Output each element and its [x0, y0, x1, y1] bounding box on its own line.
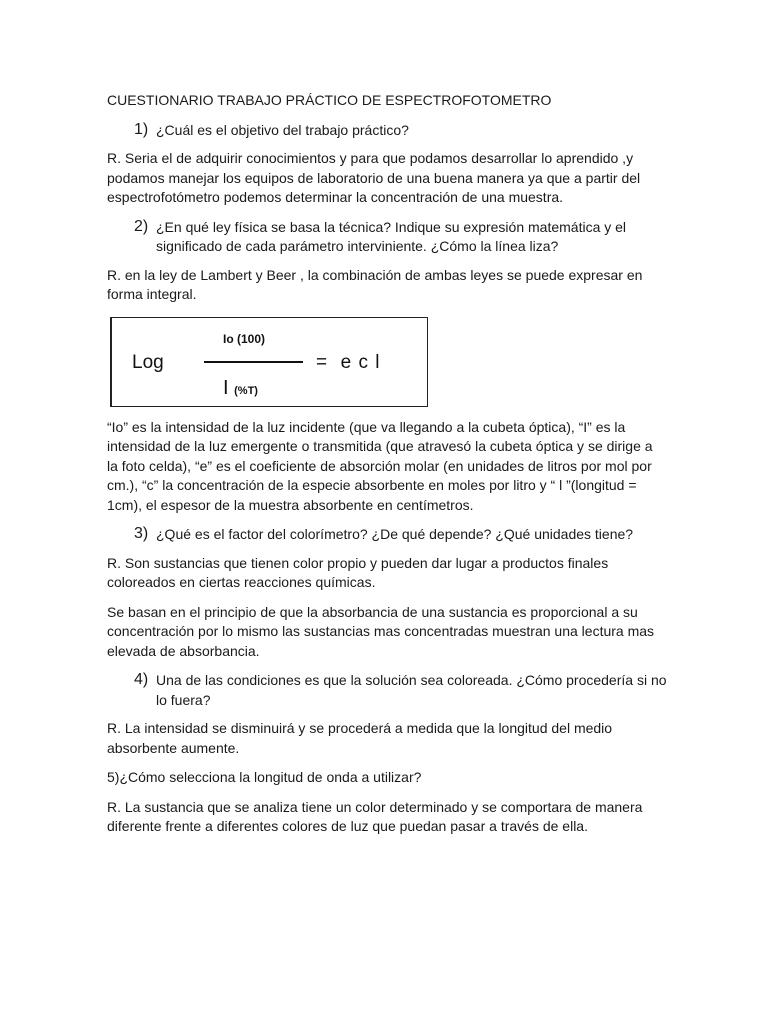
formula-denominator-main: I	[223, 376, 229, 399]
answer-5: R. La sustancia que se analiza tiene un color determinado y se comportara de manera diferente frente a diferentes colores de luz que puedan pasar a través de ella.	[107, 798, 643, 834]
question-number: 1)	[134, 120, 149, 138]
formula-denominator-sub: (%T)	[234, 384, 258, 397]
answer-4: R. La intensidad se disminuirá y se procederá a medida que la longitud del medio absorbente aumente.	[107, 720, 613, 756]
document-body	[107, 91, 667, 847]
question-3	[134, 525, 667, 545]
question-number: 4)	[134, 671, 149, 688]
question-number: 2)	[134, 217, 149, 235]
answer-1: R. Seria el de adquirir conocimientos y para que podamos desarrollar lo aprendido ,y podamos manejar los equipos de laboratorio de una buena manera ya que a partir del espectrofotómetro podemos determinar la concentración de una muestra.	[107, 150, 641, 205]
question-text: Una de las condiciones es que la solución sea coloreada. ¿Cómo procedería si no lo fuera?	[156, 672, 667, 708]
formula-denominator	[223, 377, 258, 400]
answer-2-detail: “Io” es la intensidad de la luz incidente (que va llegando a la cubeta óptica), “I” es la intensidad de la luz emergente o transmitida (que atravesó la cubeta óptica y se dirige a la foto celda), “e” es el coeficiente de absorción molar (en unidades de litros por mol por cm.), “c” la concentración de la especie absorbente en moles por litro y “ l ”(longitud = 1cm), el espesor de la muestra absorbente en centímetros.	[107, 418, 653, 513]
formula-box	[110, 317, 428, 407]
question-number: 3)	[134, 525, 149, 542]
formula-rhs: = e c l	[316, 351, 381, 373]
question-text: ¿Qué es el factor del colorímetro? ¿De qué depende? ¿Qué unidades tiene?	[156, 526, 634, 542]
question-5: 5)¿Cómo selecciona la longitud de onda a utilizar?	[107, 769, 422, 785]
answer-3-extra: Se basan en el principio de que la absorbancia de una sustancia es proporcional a su concentración por lo mismo las sustancias mas concentradas muestran una lectura mas elevada de absorbancia.	[107, 603, 655, 659]
document-title: CUESTIONARIO TRABAJO PRÁCTICO DE ESPECTROFOTOMETRO	[107, 92, 552, 108]
fraction-line	[204, 361, 303, 363]
question-text: ¿Cuál es el objetivo del trabajo práctico?	[156, 121, 409, 138]
question-text: ¿En qué ley física se basa la técnica? Indique su expresión matemática y el significado de cada parámetro interviniente. ¿Cómo la línea liza?	[156, 218, 627, 254]
formula-log: Log	[132, 351, 164, 373]
formula-numerator: Io (100)	[223, 331, 266, 346]
question-1	[134, 121, 667, 141]
question-4	[134, 671, 667, 710]
answer-3: R. Son sustancias que tienen color propio y pueden dar lugar a productos finales coloreados en ciertas reacciones químicas.	[107, 554, 609, 590]
answer-2: R. en la ley de Lambert y Beer , la combinación de ambas leyes se puede expresar en forma integral.	[107, 266, 643, 302]
question-2	[134, 218, 667, 257]
